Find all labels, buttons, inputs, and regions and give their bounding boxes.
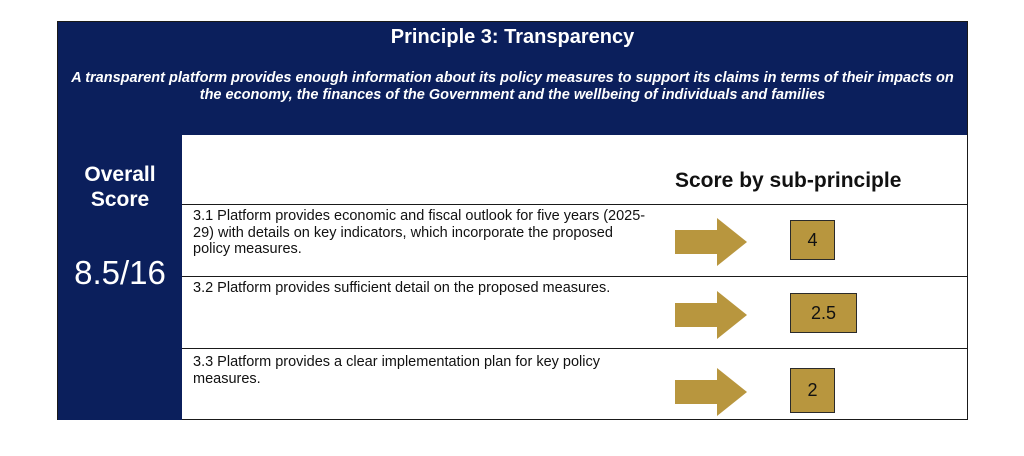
overall-score-label: Overall Score (84, 163, 156, 211)
subprinciple-score: 2 (790, 368, 835, 413)
overall-score-value: 8.5/16 (74, 254, 166, 291)
subprinciple-row-3 (182, 349, 967, 420)
subprinciple-row-2 (182, 277, 967, 349)
subprinciple-text: 3.2 Platform provides sufficient detail on the proposed measures. (193, 280, 611, 296)
principle-scorecard (57, 21, 968, 420)
subprinciple-heading: Score by sub-principle (675, 169, 902, 192)
right-arrow-icon (675, 218, 747, 266)
subprinciple-row-1 (182, 205, 967, 277)
subprinciple-score: 4 (790, 220, 835, 260)
subprinciple-text: 3.1 Platform provides economic and fiscal outlook for five years (2025-29) with details on key indicators, which incorporate the proposed policy measures. (193, 208, 646, 257)
subprinciple-heading-cell (182, 135, 967, 205)
principle-description: A transparent platform provides enough information about its policy measures to support its claims in terms of their impacts on the economy, the finances of the Government and the wellbeing of individuals and families (71, 70, 954, 103)
right-arrow-icon (675, 368, 747, 416)
overall-score-panel (58, 135, 182, 420)
subprinciple-score: 2.5 (790, 293, 857, 333)
right-arrow-icon (675, 291, 747, 339)
principle-title: Principle 3: Transparency (390, 26, 635, 48)
principle-header (58, 22, 967, 135)
subprinciple-text: 3.3 Platform provides a clear implementation plan for key policy measures. (193, 354, 600, 387)
